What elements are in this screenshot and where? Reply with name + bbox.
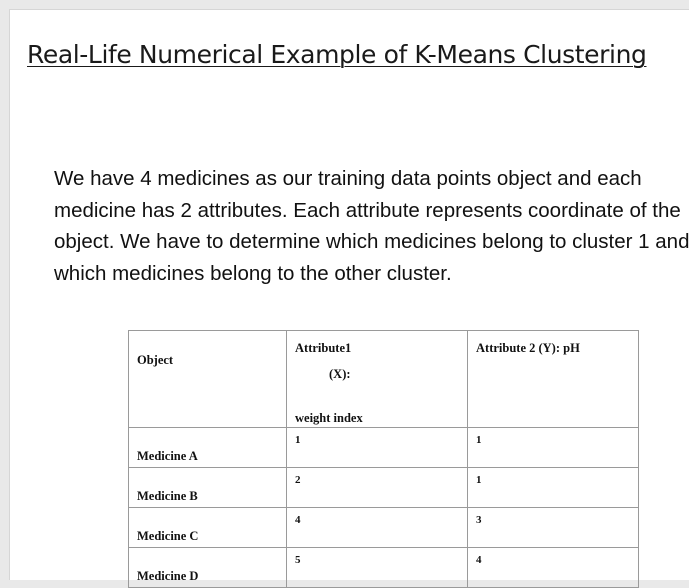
cell-object: Medicine A — [129, 428, 287, 468]
header-attribute-1-x: (X): — [329, 367, 351, 381]
cell-x: 1 — [287, 428, 468, 468]
body-paragraph: We have 4 medicines as our training data points object and each medicine has 2 attributes. Each attribute represents coordinate of the object. We have to determine which medicines belong to cluster 1 and which medicines belong to the other cluster. — [54, 167, 689, 285]
cell-object: Medicine C — [129, 508, 287, 548]
cell-x: 4 — [287, 508, 468, 548]
table-row — [129, 508, 639, 548]
cell-y: 1 — [468, 468, 639, 508]
cell-x: 5 — [287, 548, 468, 588]
slide-title: Real-Life Numerical Example of K-Means Clustering — [27, 40, 647, 69]
table-row — [129, 468, 639, 508]
header-object: Object — [129, 331, 287, 428]
slide — [9, 9, 689, 583]
table-row — [129, 428, 639, 468]
cell-y: 3 — [468, 508, 639, 548]
table-header-row — [129, 331, 639, 428]
cell-y: 1 — [468, 428, 639, 468]
cell-x: 2 — [287, 468, 468, 508]
table-row — [129, 548, 639, 588]
medicine-table — [128, 330, 639, 588]
header-attribute-1 — [287, 331, 468, 428]
header-attribute-1-title: Attribute1 — [295, 341, 352, 355]
cell-y: 4 — [468, 548, 639, 588]
header-attribute-1-subtitle: weight index — [295, 411, 363, 425]
cell-object: Medicine D — [129, 548, 287, 588]
cell-object: Medicine B — [129, 468, 287, 508]
header-attribute-2: Attribute 2 (Y): pH — [468, 331, 639, 428]
